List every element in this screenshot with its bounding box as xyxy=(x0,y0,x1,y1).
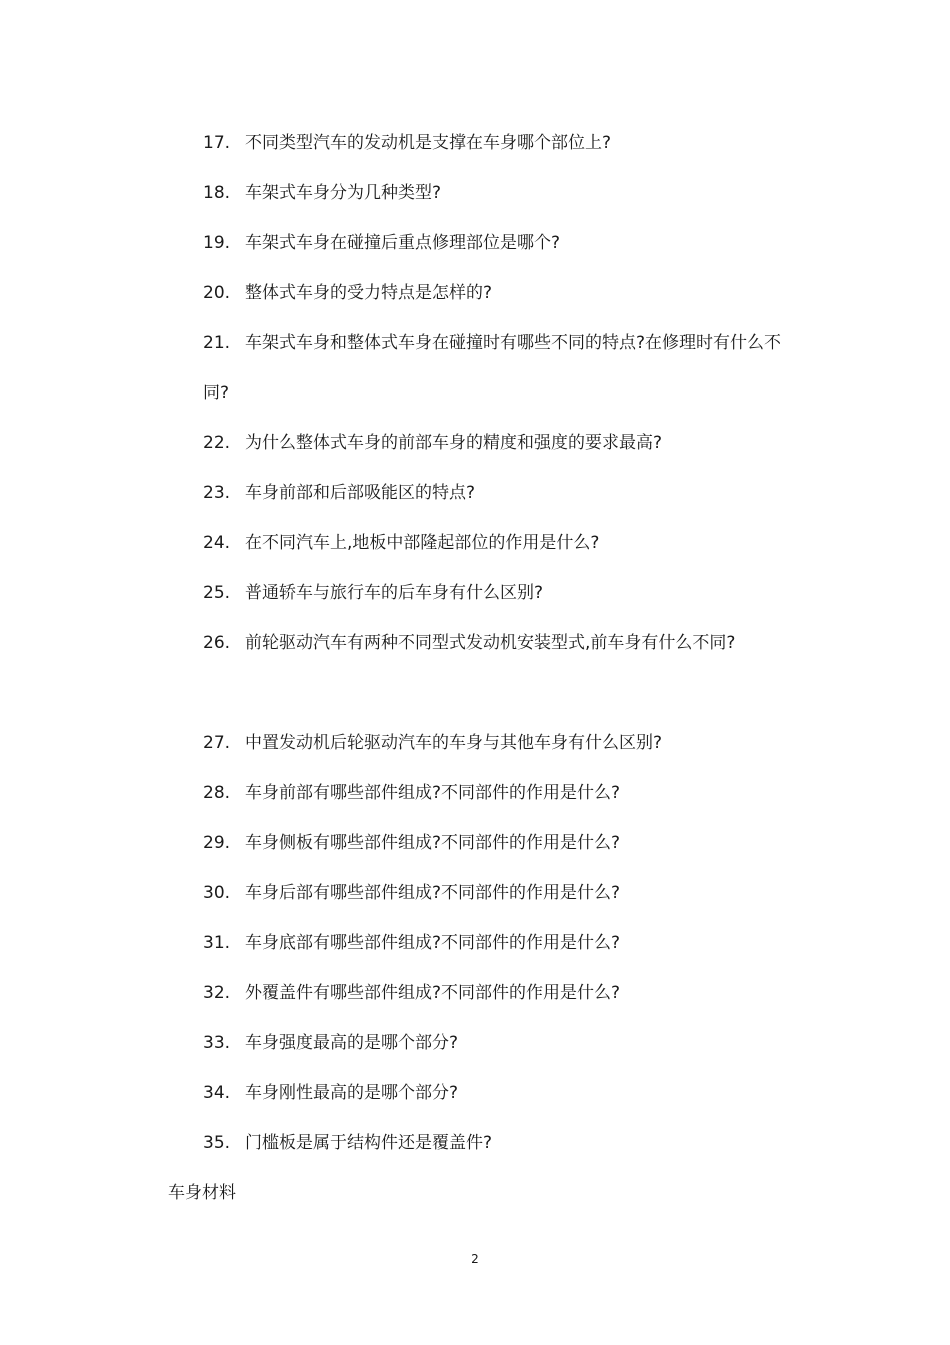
question-number: 23. xyxy=(203,483,231,503)
question-text: 车架式车身在碰撞后重点修理部位是哪个? xyxy=(245,233,561,253)
question-number: 24. xyxy=(203,533,231,553)
question-18 xyxy=(203,168,783,218)
question-number: 31. xyxy=(203,933,231,953)
question-number: 27. xyxy=(203,733,231,753)
question-29 xyxy=(203,818,783,868)
question-32 xyxy=(203,968,783,1018)
question-number: 26. xyxy=(203,633,231,653)
question-22 xyxy=(203,418,783,468)
question-19 xyxy=(203,218,783,268)
section-heading: 车身材料 xyxy=(168,1183,236,1203)
question-text: 外覆盖件有哪些部件组成?不同部件的作用是什么? xyxy=(245,983,621,1003)
question-number: 21. xyxy=(203,333,231,353)
question-17 xyxy=(203,118,783,168)
question-number: 25. xyxy=(203,583,231,603)
question-text: 普通轿车与旅行车的后车身有什么区别? xyxy=(245,583,544,603)
question-24 xyxy=(203,518,783,568)
question-21 xyxy=(203,318,783,418)
question-text: 为什么整体式车身的前部车身的精度和强度的要求最高? xyxy=(245,433,663,453)
question-23 xyxy=(203,468,783,518)
question-text: 不同类型汽车的发动机是支撑在车身哪个部位上? xyxy=(245,133,612,153)
page-number: 2 xyxy=(471,1252,479,1266)
question-text: 中置发动机后轮驱动汽车的车身与其他车身有什么区别? xyxy=(245,733,663,753)
question-25 xyxy=(203,568,783,618)
question-text: 车架式车身和整体式车身在碰撞时有哪些不同的特点?在修理时有什么不同? xyxy=(203,333,782,403)
question-text: 整体式车身的受力特点是怎样的? xyxy=(245,283,493,303)
question-text: 车身强度最高的是哪个部分? xyxy=(245,1033,459,1053)
question-text: 车架式车身分为几种类型? xyxy=(245,183,442,203)
question-31 xyxy=(203,918,783,968)
question-28 xyxy=(203,768,783,818)
question-number: 17. xyxy=(203,133,231,153)
question-text: 在不同汽车上,地板中部隆起部位的作用是什么? xyxy=(245,533,600,553)
question-26 xyxy=(203,618,783,668)
question-27 xyxy=(203,718,783,768)
question-text: 车身前部和后部吸能区的特点? xyxy=(245,483,476,503)
question-34 xyxy=(203,1068,783,1118)
question-35 xyxy=(203,1118,783,1168)
question-number: 18. xyxy=(203,183,231,203)
question-text: 车身前部有哪些部件组成?不同部件的作用是什么? xyxy=(245,783,621,803)
question-number: 35. xyxy=(203,1133,231,1153)
question-33 xyxy=(203,1018,783,1068)
question-30 xyxy=(203,868,783,918)
question-20 xyxy=(203,268,783,318)
question-number: 29. xyxy=(203,833,231,853)
question-number: 28. xyxy=(203,783,231,803)
question-text: 门槛板是属于结构件还是覆盖件? xyxy=(245,1133,493,1153)
question-text: 前轮驱动汽车有两种不同型式发动机安装型式,前车身有什么不同? xyxy=(245,633,736,653)
question-text: 车身刚性最高的是哪个部分? xyxy=(245,1083,459,1103)
question-number: 20. xyxy=(203,283,231,303)
question-text: 车身后部有哪些部件组成?不同部件的作用是什么? xyxy=(245,883,621,903)
question-number: 32. xyxy=(203,983,231,1003)
question-text: 车身底部有哪些部件组成?不同部件的作用是什么? xyxy=(245,933,621,953)
question-number: 19. xyxy=(203,233,231,253)
question-number: 34. xyxy=(203,1083,231,1103)
question-text: 车身侧板有哪些部件组成?不同部件的作用是什么? xyxy=(245,833,621,853)
question-number: 22. xyxy=(203,433,231,453)
question-number: 30. xyxy=(203,883,231,903)
question-number: 33. xyxy=(203,1033,231,1053)
